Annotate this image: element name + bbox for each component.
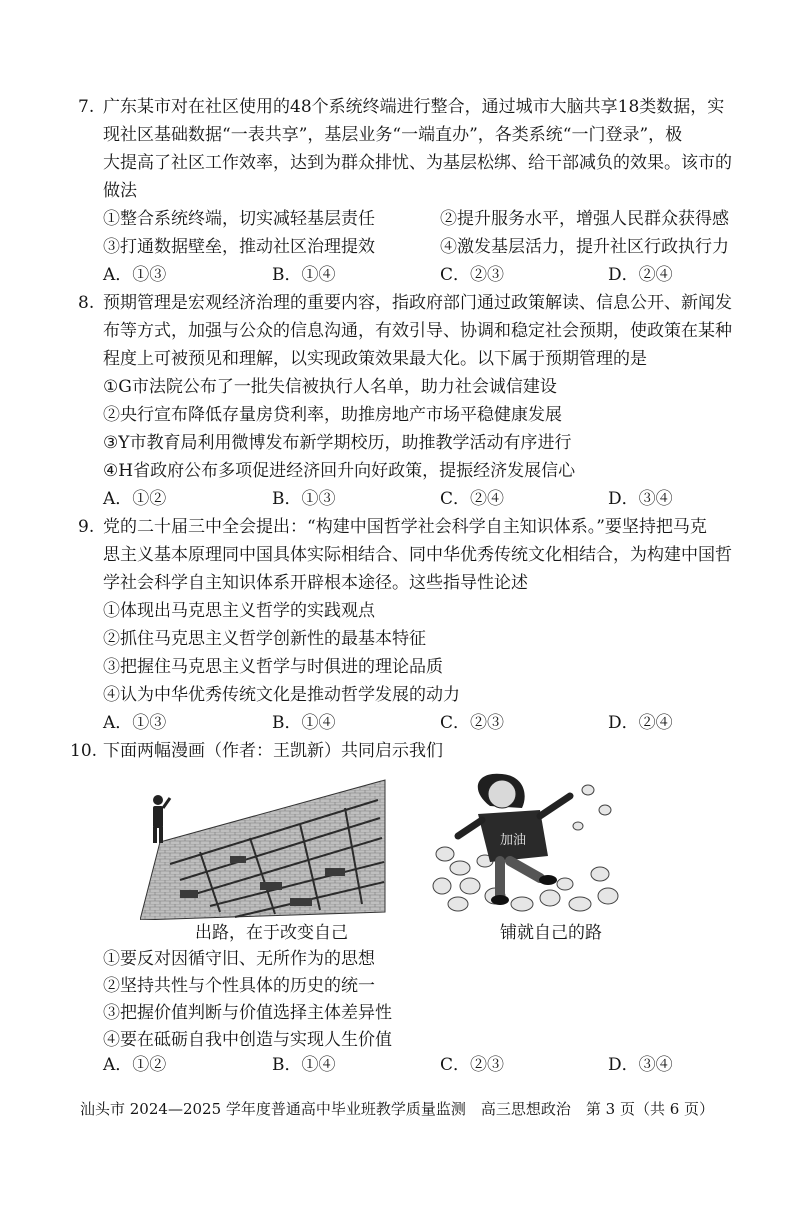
question-8-option-d: D．③④ [608, 489, 673, 509]
question-8-option-a: A．①② [103, 489, 167, 509]
question-7-option-a: A．①③ [103, 265, 167, 285]
comic-2-caption: 铺就自己的路 [500, 923, 602, 943]
question-9-statement-3: ③把握住马克思主义哲学与时俱进的理论品质 [103, 657, 443, 677]
shirt-text: 加油 [500, 833, 527, 848]
question-8-stem-line-2: 布等方式，加强与公众的信息沟通，有效引导、协调和稳定社会预期，使政策在某种 [103, 321, 732, 341]
question-9-stem-line-2: 思主义基本原理同中国具体实际相结合、同中华优秀传统文化相结合，为构建中国哲 [103, 545, 732, 565]
question-7-stem-line-4: 做法 [103, 181, 137, 201]
question-9-statement-2: ②抓住马克思主义哲学创新性的最基本特征 [103, 629, 426, 649]
question-9-stem-line-3: 学社会科学自主知识体系开辟根本途径。这些指导性论述 [103, 573, 528, 593]
question-7-stem-line-2: 现社区基础数据“一表共享”，基层业务“一端直办”，各类系统“一门登录”，极 [103, 125, 683, 145]
question-10-option-a: A．①② [103, 1055, 167, 1075]
question-8-statement-1: ①G市法院公布了一批失信被执行人名单，助力社会诚信建设 [103, 377, 557, 397]
question-8-option-c: C．②④ [440, 489, 505, 509]
question-8-number: 8. [78, 293, 95, 313]
question-7-stem-line-3: 大提高了社区工作效率，达到为群众排忧、为基层松绑、给干部减负的效果。该市的 [103, 153, 732, 173]
question-9-option-b: B．①④ [272, 713, 336, 733]
question-9-statement-4: ④认为中华优秀传统文化是推动哲学发展的动力 [103, 685, 460, 705]
question-9-option-d: D．②④ [608, 713, 673, 733]
question-8-statement-3: ③Y市教育局利用微博发布新学期校历，助推教学活动有序进行 [103, 433, 572, 453]
question-9-stem-line-1: 党的二十届三中全会提出：“构建中国哲学社会科学自主知识体系。”要坚持把马克 [103, 517, 707, 537]
question-9-number: 9. [78, 517, 95, 537]
question-10-statement-3: ③把握价值判断与价值选择主体差异性 [103, 1003, 392, 1023]
question-10-number: 10. [70, 741, 98, 761]
question-10-stem-line-1: 下面两幅漫画（作者：王凯新）共同启示我们 [103, 741, 443, 761]
runner-icon [430, 766, 620, 914]
question-8-statement-2: ②央行宣布降低存量房贷利率，助推房地产市场平稳健康发展 [103, 405, 562, 425]
question-9-statement-1: ①体现出马克思主义哲学的实践观点 [103, 601, 375, 621]
question-10-option-c: C．②③ [440, 1055, 505, 1075]
question-7-statement-2: ②提升服务水平，增强人民群众获得感 [440, 209, 729, 229]
question-8-stem-line-1: 预期管理是宏观经济治理的重要内容，指政府部门通过政策解读、信息公开、新闻发 [103, 293, 732, 313]
question-7-option-c: C．②③ [440, 265, 505, 285]
question-10-statement-4: ④要在砥砺自我中创造与实现人生价值 [103, 1030, 392, 1050]
question-9-option-c: C．②③ [440, 713, 505, 733]
question-7-number: 7. [78, 97, 95, 117]
maze-icon [140, 772, 390, 920]
question-7-statement-4: ④激发基层活力，提升社区行政执行力 [440, 237, 729, 257]
question-8-option-b: B．①③ [272, 489, 336, 509]
question-7-stem-line-1: 广东某市对在社区使用的48个系统终端进行整合，通过城市大脑共享18类数据，实 [103, 97, 725, 117]
question-10-statement-2: ②坚持共性与个性具体的历史的统一 [103, 976, 375, 996]
question-8-stem-line-3: 程度上可被预见和理解，以实现政策效果最大化。以下属于预期管理的是 [103, 349, 647, 369]
question-7-statement-3: ③打通数据壁垒，推动社区治理提效 [103, 237, 375, 257]
page-footer: 汕头市 2024—2025 学年度普通高中毕业班教学质量监测 高三思想政治 第 3 页（共 6 页） [80, 1100, 715, 1118]
question-7-option-d: D．②④ [608, 265, 673, 285]
question-7-statement-1: ①整合系统终端，切实减轻基层责任 [103, 209, 375, 229]
question-8-statement-4: ④H省政府公布多项促进经济回升向好政策，提振经济发展信心 [103, 461, 576, 481]
question-10-option-d: D．③④ [608, 1055, 673, 1075]
question-10-option-b: B．①④ [272, 1055, 336, 1075]
question-10-statement-1: ①要反对因循守旧、无所作为的思想 [103, 949, 375, 969]
explorer-figure [153, 795, 170, 843]
comic-1-caption: 出路，在于改变自己 [195, 923, 348, 943]
question-7-option-b: B．①④ [272, 265, 336, 285]
question-9-option-a: A．①③ [103, 713, 167, 733]
